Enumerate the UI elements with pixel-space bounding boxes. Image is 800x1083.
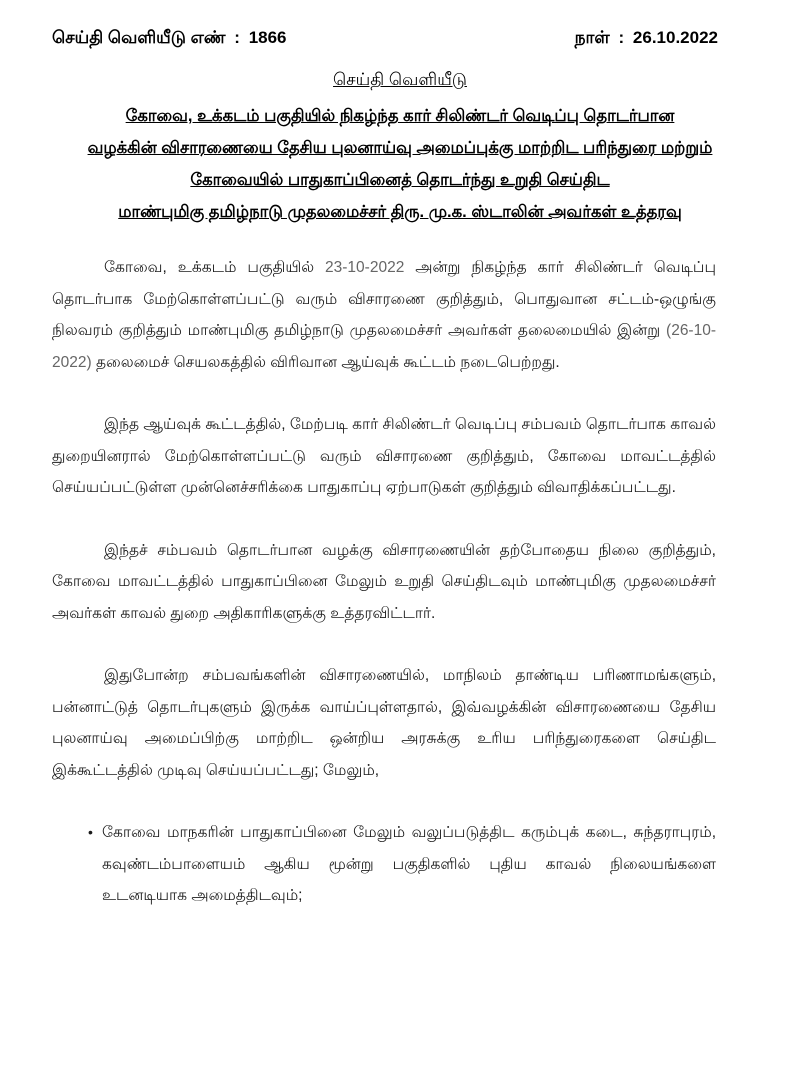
p1-text-middle: அன்று நிகழ்ந்த கார் சிலிண்டர் வெடிப்பு தொடர்பாக மேற்கொள்ளப்பட்டு வரும் விசாரணை குறித்தும், பொதுவான சட்டம்-ஒழுங்கு நிலவரம் குறித்தும் மாண்புமிகு தமிழ்நாடு முதலமைச்சர் அவர்கள் தலைமையில் இன்று	[52, 259, 716, 339]
meeting-date: (26-10-2022)	[52, 322, 716, 371]
paragraph-3: இந்தச் சம்பவம் தொடர்பான வழக்கு விசாரணையின் தற்போதைய நிலை குறித்தும், கோவை மாவட்டத்தில் பாதுகாப்பினை மேலும் உறுதி செய்திடவும் மாண்புமிகு முதலமைச்சர் அவர்கள் காவல் துறை அதிகாரிகளுக்கு உத்தரவிட்டார்.	[52, 541, 716, 622]
release-date	[575, 28, 718, 50]
title-block	[40, 70, 760, 234]
p1-text-end: தலைமைச் செயலகத்தில் விரிவான ஆய்வுக் கூட்டம் நடைபெற்றது.	[91, 353, 560, 371]
release-date-value: 26.10.2022	[632, 28, 718, 47]
paragraph-4: இதுபோன்ற சம்பவங்களின் விசாரணையில், மாநிலம் தாண்டிய பரிணாமங்களும், பன்னாட்டுத் தொடர்புகளும் இருக்க வாய்ப்புள்ளதால், இவ்வழக்கின் விசாரணையை தேசிய புலனாய்வு அமைப்பிற்கு மாற்றிட ஒன்றிய அரசுக்கு உரிய பரிந்துரைகளை செய்திட இக்கூட்டத்தில் முடிவு செய்யப்பட்டது; மேலும்,	[52, 667, 716, 779]
document-title: செய்தி வெளியீடு	[333, 70, 467, 89]
heading-line-2: வழக்கின் விசாரணையை தேசிய புலனாய்வு அமைப்புக்கு மாற்றிட பரிந்துரை மற்றும்	[87, 139, 713, 157]
release-number-separator: :	[234, 28, 240, 47]
bullet-text: கோவை மாநகரின் பாதுகாப்பினை மேலும் வலுப்படுத்திட கரும்புக் கடை, சுந்தராபுரம், கவுண்டம்பாளையம் ஆகிய மூன்று பகுதிகளில் புதிய காவல் நிலையங்களை உடனடியாக அமைத்திடவும்;	[102, 824, 716, 904]
heading-line-4: மாண்புமிகு தமிழ்நாடு முதலமைச்சர் திரு. மு.க. ஸ்டாலின் அவர்கள் உத்தரவு	[118, 203, 682, 221]
heading-line-3: கோவையில் பாதுகாப்பினைத் தொடர்ந்து உறுதி செய்திட	[190, 171, 610, 189]
bullet-icon: •	[88, 824, 93, 840]
heading-line-1: கோவை, உக்கடம் பகுதியில் நிகழ்ந்த கார் சிலிண்டர் வெடிப்பு தொடர்பான	[125, 107, 675, 125]
release-number-label: செய்தி வெளியீடு எண்	[52, 28, 226, 47]
release-meta-row	[52, 28, 718, 50]
p1-text-start: கோவை, உக்கடம் பகுதியில்	[104, 259, 326, 276]
document-body	[52, 252, 716, 912]
release-number-value: 1866	[248, 28, 287, 47]
incident-date: 23-10-2022	[325, 259, 405, 276]
directives-list	[88, 817, 716, 912]
release-number	[52, 28, 287, 50]
release-date-separator: :	[618, 28, 625, 47]
list-item	[88, 817, 716, 912]
paragraph-1	[52, 252, 716, 378]
paragraph-2: இந்த ஆய்வுக் கூட்டத்தில், மேற்படி கார் சிலிண்டர் வெடிப்பு சம்பவம் தொடர்பாக காவல் துறையினரால் மேற்கொள்ளப்பட்டு வரும் விசாரணை குறித்தும், கோவை மாவட்டத்தில் செய்யப்பட்டுள்ள முன்னெச்சரிக்கை பாதுகாப்பு ஏற்பாடுகள் குறித்தும் விவாதிக்கப்பட்டது.	[52, 416, 716, 496]
release-date-label: நாள்	[574, 28, 610, 47]
